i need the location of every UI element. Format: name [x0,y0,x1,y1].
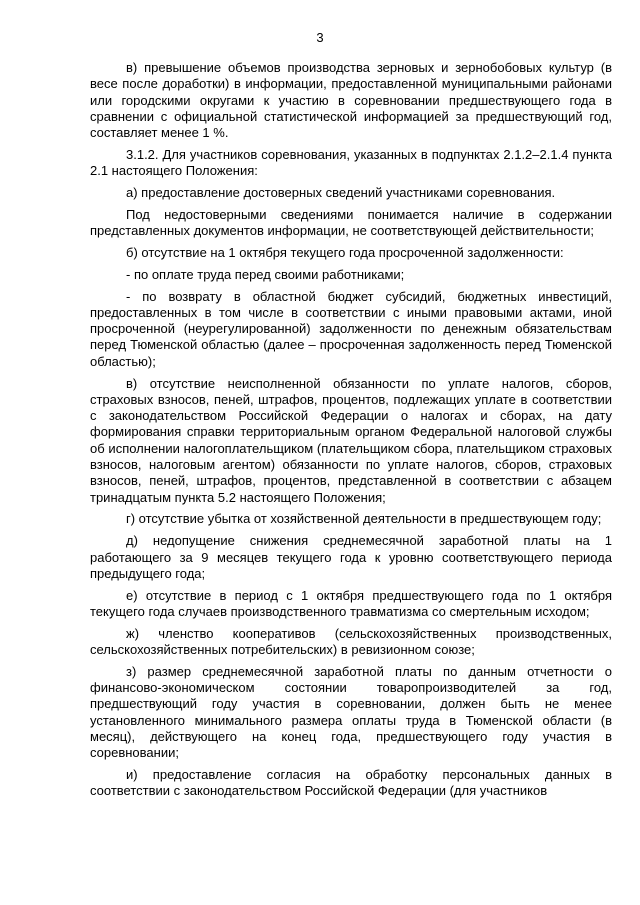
paragraph-unreliable-data-definition: Под недостоверными сведениями понимается наличие в содержании представленных документов информации, не соответствующей действительности; [90,206,612,239]
paragraph-criterion-z: з) размер среднемесячной заработной платы по данным отчетности о финансово-экономическом состоянии товаропроизводителей за год, предшествующий году участия в соревновании, должен быть не менее установленного минимального размера оплаты труда в Тюменской области (в месяц), действующего на конец года, предшествующего году участия в соревновании; [90,663,612,761]
paragraph-criterion-i: и) предоставление согласия на обработку персональных данных в соответствии с законодательством Российской Федерации (для участников [90,767,612,799]
document-body [90,60,612,805]
paragraph-criterion-g: г) отсутствие убытка от хозяйственной деятельности в предшествующем году; [126,511,602,527]
paragraph-budget-arrears: - по возврату в областной бюджет субсидий, бюджетных инвестиций, предоставленных в том числе в соответствии с иными правовыми актами, иной просроченной (неурегулированной) задолженности по денежным обязательствам перед Тюменской областью (далее – просроченная задолженность перед Тюменской областью); [90,288,612,369]
paragraph-section-3-1-2: 3.1.2. Для участников соревнования, указанных в подпунктах 2.1.2–2.1.4 пункта 2.1 настоящего Положения: [90,146,612,179]
paragraph-criterion-zh: ж) членство кооперативов (сельскохозяйственных производственных, сельскохозяйственных потребительских) в ревизионном союзе; [90,625,612,657]
page-number: 3 [316,30,324,45]
paragraph-criterion-d: д) недопущение снижения среднемесячной заработной платы на 1 работающего за 9 месяцев текущего года к уровню соответствующего периода предыдущего года; [90,533,612,581]
paragraph-wage-arrears: - по оплате труда перед своими работниками; [126,266,405,282]
paragraph-criterion-b: б) отсутствие на 1 октября текущего года просроченной задолженности: [126,244,564,260]
paragraph-criterion-v-grain: в) превышение объемов производства зерновых и зернобобовых культур (в весе после доработки) в информации, предоставленной муниципальными районами или городскими округами к участию в соревновании предшествующего года в сравнении с официальной статистической информацией за предшествующий год, составляет менее 1 %. [90,60,612,141]
paragraph-criterion-a: а) предоставление достоверных сведений участниками соревнования. [126,185,556,201]
paragraph-criterion-v-taxes: в) отсутствие неисполненной обязанности по уплате налогов, сборов, страховых взносов, пеней, штрафов, процентов, подлежащих уплате в соответствии с законодательством Российской Федерации о налогах и сборах, на дату формирования справки территориальным органом Федеральной налоговой службы об исполнении налогоплательщиком (плательщиком сбора, плательщиком страховых взносов, налоговым агентом) обязанности по уплате налогов, сборов, страховых взносов, пеней, штрафов, процентов, представленной в соответствии с абзацем тринадцатым пункта 5.2 настоящего Положения; [90,375,612,505]
paragraph-criterion-e: е) отсутствие в период с 1 октября предшествующего года по 1 октября текущего года случаев производственного травматизма со смертельным исходом; [90,587,612,619]
